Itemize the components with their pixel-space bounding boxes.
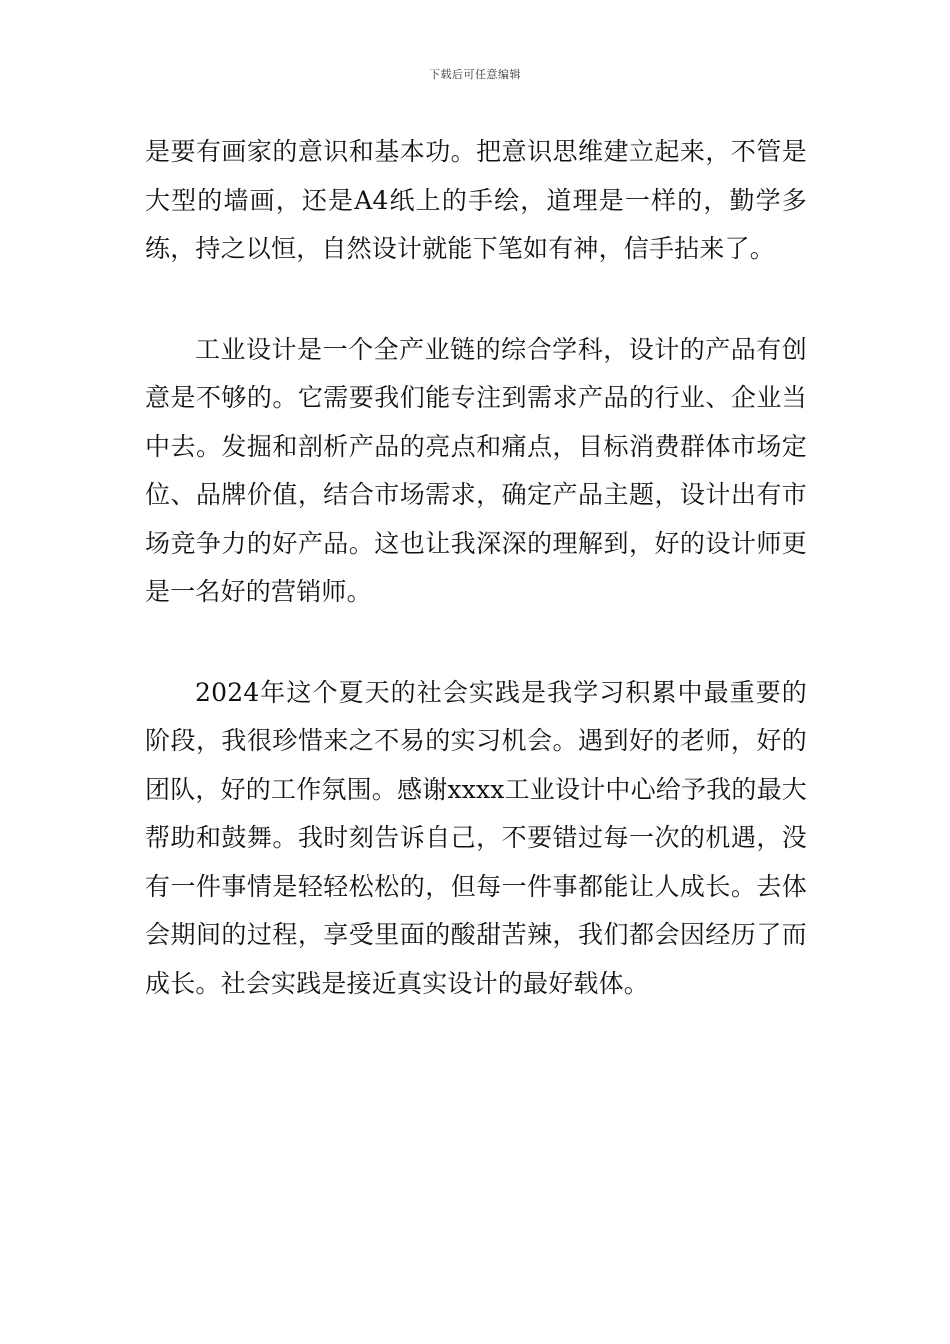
document-body: [145, 128, 807, 1060]
paragraph-continuation: 是要有画家的意识和基本功。把意识思维建立起来，不管是大型的墙画，还是A4纸上的手绘，道理是一样的，勤学多练，持之以恒，自然设计就能下笔如有神，信手拈来了。: [145, 137, 807, 263]
paragraph-social-practice: 2024年这个夏天的社会实践是我学习积累中最重要的阶段，我很珍惜来之不易的实习机会。遇到好的老师，好的团队，好的工作氛围。感谢xxxx工业设计中心给予我的最大帮助和鼓舞。我时刻告诉自己，不要错过每一次的机遇，没有一件事情是轻轻松松的，但每一件事都能让人成长。去体会期间的过程，享受里面的酸甜苦辣，我们都会因经历了而成长。社会实践是接近真实设计的最好载体。: [145, 677, 807, 998]
paragraph-industrial-design: 工业设计是一个全产业链的综合学科，设计的产品有创意是不够的。它需要我们能专注到需求产品的行业、企业当中去。发掘和剖析产品的亮点和痛点，目标消费群体市场定位、品牌价值，结合市场需求，确定产品主题，设计出有市场竞争力的好产品。这也让我深深的理解到，好的设计师更是一名好的营销师。: [145, 334, 807, 606]
header-note: 下载后可任意编辑: [429, 68, 521, 81]
